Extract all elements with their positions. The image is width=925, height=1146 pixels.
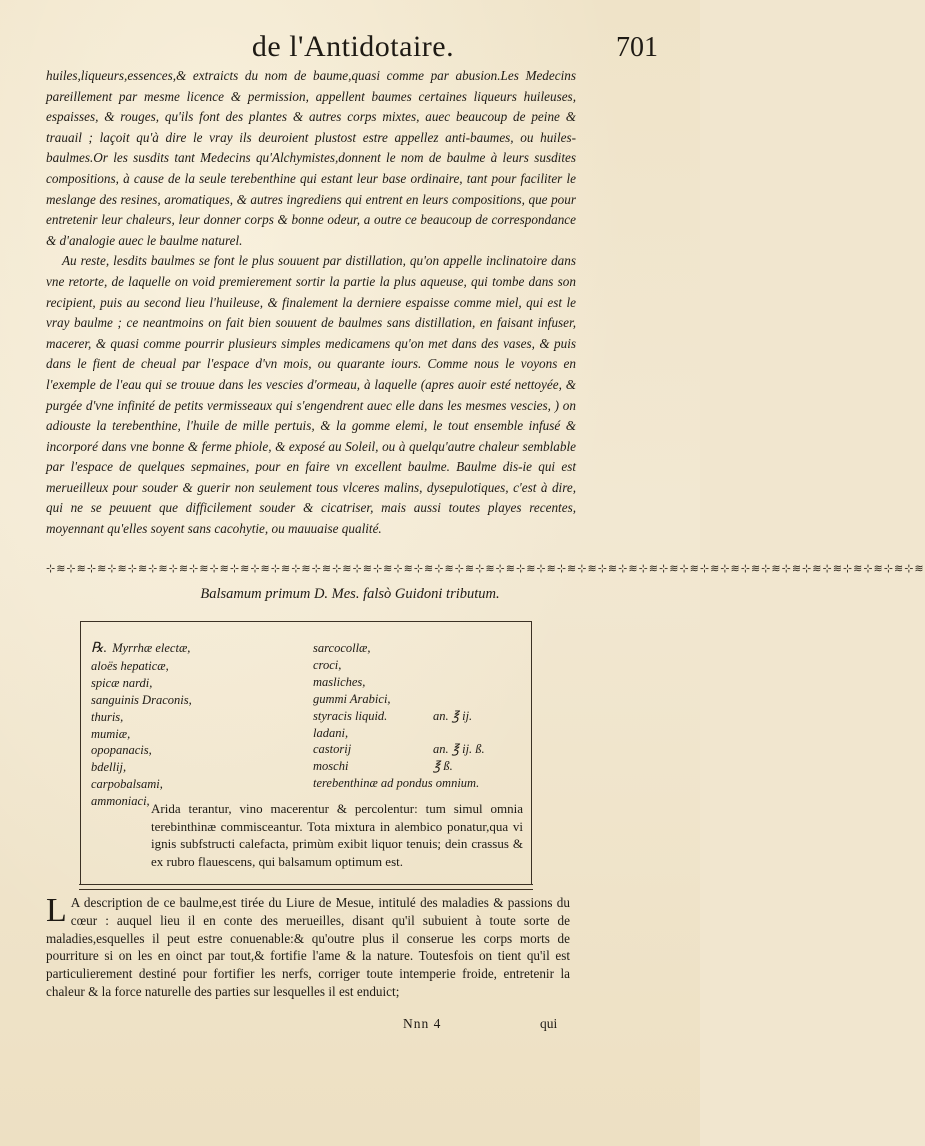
ingredient-item: croci, — [313, 657, 342, 672]
ingredient-item: opopanacis, — [91, 743, 152, 758]
signature-mark: Nnn 4 — [403, 1016, 442, 1031]
recipe-box — [80, 621, 532, 884]
ingredient-list-left — [91, 640, 301, 810]
ingredient-item: sanguinis Draconis, — [91, 692, 192, 707]
recipe-symbol-icon: ℞. — [91, 641, 108, 656]
ingredient-item: aloës hepaticæ, — [91, 658, 169, 673]
ingredient-item: gummi Arabici, — [313, 691, 391, 706]
ingredient-item: ℞. Myrrhæ electæ, — [91, 641, 191, 656]
ingredient-item: castorij an. ℥ ij. ß. — [313, 742, 485, 757]
catchword: qui — [540, 1016, 558, 1031]
ingredient-item: terebenthinæ ad pondus omnium. — [313, 776, 480, 791]
running-title: de l'Antidotaire. — [251, 30, 455, 63]
ingredient-quantity: an. ℥ ij. — [433, 708, 473, 723]
commentary-text: A description de ce baulme,est tirée du Liure de Mesue, intitulé des maladies & passions du cœur : auquel lieu il en conte des merueilles, disant qu'il subuient à toute sorte de maladies,esquelles il peut estre conuenable:& qu'outre plus il conserue les corps morts de pourriture si on les en oinct par tout,& fortifie l'ame & la nature. Toutesfois on tient qu'il est particulierement destiné pour fortifier les nerfs, corriger toute intemperie froide, entretenir la chaleur & la force naturelle des parties sur lesquelles il est enduict; — [46, 895, 570, 999]
ingredient-item: moschi ℥ ß. — [313, 759, 453, 774]
commentary-paragraph — [46, 894, 570, 1001]
ingredient-item: carpobalsami, — [91, 777, 163, 792]
drop-cap: L — [46, 892, 67, 929]
recipe-instructions: Arida terantur, vino macerentur & percolentur: tum simul omnia terebinthinæ commisceantur. Tota mixtura in alembico ponatur,qua vi ignis subfstructi calefacta, primùm exibit liquor tenuis; dein crassus & ex rubro flauescens, qui balsamum optimum est. — [151, 801, 523, 869]
italic-body-text — [46, 66, 576, 540]
ingredient-item: styracis liquid. an. ℥ ij. — [313, 708, 473, 723]
ingredient-item: spicæ nardi, — [91, 675, 153, 690]
recipe-title: Balsamum primum D. Mes. falsò Guidoni tributum. — [200, 586, 500, 602]
body-paragraph: Au reste, lesdits baulmes se font le plus souuent par distillation, qu'on appelle inclinatoire dans vne retorte, de laquelle on void premierement sortir la partie la plus aqueuse, qui tombe dans son recipient, puis au second lieu l'huileuse, & finalement la derniere espaisse comme miel, qui est le vray baulme ; ce neantmoins on fait bien souuent de baulmes sans distillation, en faisant infuser, macerer, & quasi comme pourrir plusieurs simples medicamens qu'on met dans des vases, & puis dans le fient de cheual par l'espace d'vn mois, ou quarante iours. Comme nous le voyons en l'exemple de l'eau qui se trouue dans les vescies d'ormeau, à laquelle (apres auoir esté nettoyée, & purgée d'vne infinité de petits vermisseaux qui s'engendrent auec elle dans les mesmes vescies, ) on adiouste la terebenthine, l'huile de mille pertuis, & la gomme elemi, le tout ensemble infusé & incorporé dans vne bonne & ferme phiole, & exposé au Soleil, ou à quelqu'autre chaleur semblable par l'espace de quelques sepmaines, pour en faire vn excellent baulme. Baulme dis-ie qui est merueilleux pour souder & guerir non seulement tous vlceres malins, dysepulotiques, c'est à dire, qui ne se peuuent que difficilement souder & cicatriser, mais aussi toutes playes recentes, moyennant qu'elles soyent sans cacohytie, ou mauuaise qualité. — [46, 253, 576, 537]
body-paragraph: huiles,liqueurs,essences,& extraicts du nom de baume,quasi comme par abusion.Les Medecins pareillement par mesme licence & permission, appellent baumes certaines liqueurs huileuses, espaisses, & rouges, qu'ils font des plantes & autres corps mixtes, auec beaucoup de peine & trauail ; laçoit qu'à dire le vray ils deuroient plustost estre appellez anti-baumes, ou huiles-baulmes.Or les susdits tant Medecins qu'Alchymistes,donnent le nom de baulme à leurs susdites compositions, à cause de la seule terebenthine qui estant leur base ordinaire, tant pour faciliter le meslange des resines, aromatiques, & autres ingrediens qui entrent en leurs compositions, que pour entretenir leur chaleurs, leur donner corps & bonne odeur, a outre ce beaucoup de correspondance & d'analogie auec le baulme naturel. — [46, 68, 576, 248]
ingredient-quantity: ℥ ß. — [433, 759, 453, 774]
ingredient-list-right — [313, 640, 523, 792]
ingredient-item: mumiæ, — [91, 726, 131, 741]
ingredient-item: ammoniaci, — [91, 794, 150, 809]
ingredient-item: masliches, — [313, 674, 366, 689]
ingredient-item: bdellij, — [91, 760, 127, 775]
page-number: 701 — [616, 32, 658, 63]
ingredient-item: sarcocollæ, — [313, 641, 371, 655]
ornamental-divider: ⊹≋⊹≋⊹≋⊹≋⊹≋⊹≋⊹≋⊹≋⊹≋⊹≋⊹≋⊹≋⊹≋⊹≋⊹≋⊹≋⊹≋⊹≋⊹≋⊹≋⊹≋⊹≋⊹≋⊹≋⊹≋⊹≋⊹≋⊹≋⊹≋⊹≋⊹≋⊹≋⊹≋⊹≋⊹≋⊹≋⊹≋⊹≋⊹≋⊹≋⊹≋⊹≋⊹≋ — [46, 563, 925, 575]
ingredient-quantity: an. ℥ ij. ß. — [433, 742, 485, 757]
ingredient-item: thuris, — [91, 709, 124, 724]
double-rule-divider — [79, 884, 533, 890]
ingredient-item: ladani, — [313, 725, 349, 740]
